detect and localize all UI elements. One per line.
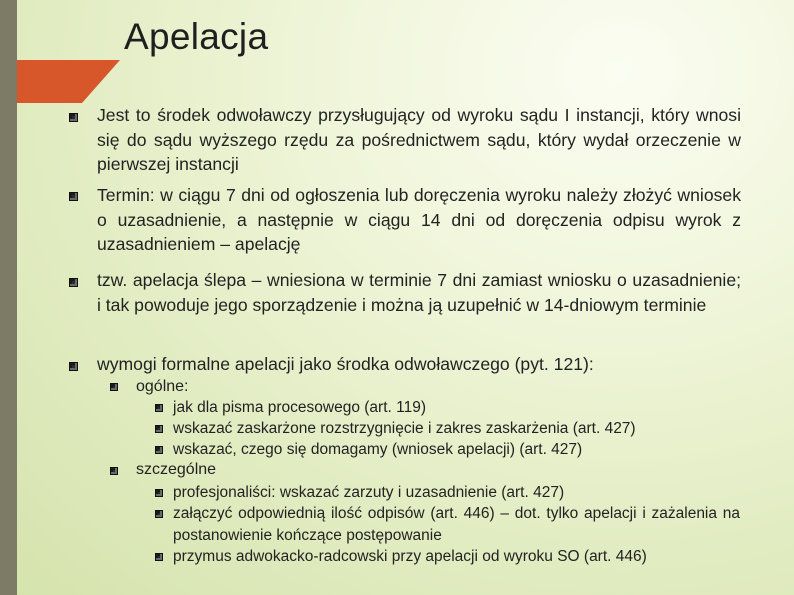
sub-sub-bullet-marker-icon (155, 425, 163, 433)
sub-bullet-marker-icon (110, 383, 118, 391)
slide-title: Apelacja (124, 16, 269, 57)
bullet-definition: Jest to środek odwoławczy przysługujący od wyroku sądu I instancji, który wnosi się do sądu wyższego rzędu za pośrednictwem sądu, który wydał orzeczenie w pierwszej instancji (97, 105, 741, 174)
sub-sub-bullet-marker-icon (155, 404, 163, 412)
bullet-marker-icon (69, 362, 78, 371)
specific-item: profesjonaliści: wskazać zarzuty i uzasadnienie (art. 427) (173, 484, 565, 501)
sub-sub-bullet-marker-icon (155, 489, 163, 497)
bullet-marker-icon (69, 192, 78, 201)
specific-item: przymus adwokacko-radcowski przy apelacji od wyroku SO (art. 446) (173, 548, 647, 565)
sub-bullet-general: ogólne: (136, 378, 189, 395)
specific-item: załączyć odpowiednią ilość odpisów (art. 446) – dot. tylko apelacji i zażalenia na postanowienie kończące postępowanie (173, 505, 740, 544)
sub-sub-bullet-marker-icon (155, 553, 163, 561)
sub-bullet-specific: szczególne (136, 461, 217, 478)
bullet-deadline: Termin: w ciągu 7 dni od ogłoszenia lub doręczenia wyroku należy złożyć wniosek o uzasadnienie, a następnie w ciągu 14 dni od doręczenia odpisu wyrok z uzasadnieniem – apelację (97, 185, 741, 254)
general-item: wskazać, czego się domagamy (wniosek apelacji) (art. 427) (173, 441, 583, 458)
sub-bullet-marker-icon (110, 467, 118, 475)
general-item: wskazać zaskarżone rozstrzygnięcie i zakres zaskarżenia (art. 427) (173, 420, 636, 437)
bullet-marker-icon (69, 113, 78, 122)
sub-sub-bullet-marker-icon (155, 510, 163, 518)
bullet-blind-appeal: tzw. apelacja ślepa – wniesiona w terminie 7 dni zamiast wniosku o uzasadnienie; i tak powoduje jego sporządzenie i można ją uzupełnić w 14-dniowym terminie (97, 270, 741, 315)
sub-sub-bullet-marker-icon (155, 446, 163, 454)
general-item: jak dla pisma procesowego (art. 119) (173, 399, 427, 416)
bullet-marker-icon (69, 278, 78, 287)
bullet-formal-requirements: wymogi formalne apelacji jako środka odwoławczego (pyt. 121): (97, 354, 594, 374)
